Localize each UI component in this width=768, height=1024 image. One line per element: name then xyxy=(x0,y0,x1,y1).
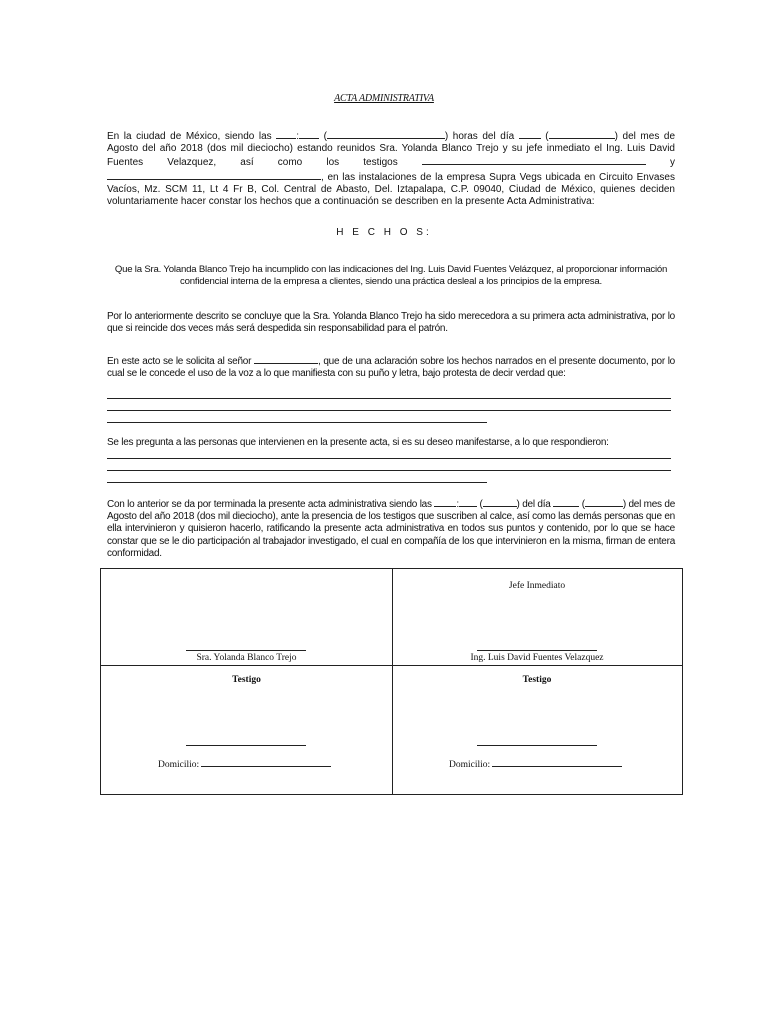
witness-left-address xyxy=(158,758,331,770)
request-text-2: , que de una aclaración sobre los hechos narrados en el presente documento, por lo cual se le concede el uso de la voz a lo que manifiesta con su puño y letra, bajo protesta de decir verdad que: xyxy=(107,356,675,380)
witness-left-signature-line[interactable] xyxy=(186,745,306,746)
response-line-1[interactable] xyxy=(107,458,671,459)
response-line-2[interactable] xyxy=(107,470,671,471)
response-line-3[interactable] xyxy=(107,482,487,483)
blank-close-hour[interactable] xyxy=(434,497,456,507)
employee-signature-line[interactable] xyxy=(186,650,306,651)
closing-paragraph: Con lo anterior se da por terminada la presente acta administrativa siendo las : ( ) del día ( ) del mes de Agosto del año 2018 (dos mil dieciocho), ante la presencia de los testigos que suscriben al calce, así como las demás personas que en ella intervinieron y quisieron hacerlo, ratificando la presente acta administrativa en todos sus puntos y contenido, por lo que se hace constar que se le dio participación al trabajador investigado, el cual en compañía de los que intervinieron en la misma, firman de entera conformidad. xyxy=(107,499,676,559)
blank-hour[interactable] xyxy=(276,129,296,139)
supervisor-name: Ing. Luis David Fuentes Velazquez xyxy=(470,653,604,663)
blank-close-day-words[interactable] xyxy=(585,497,623,507)
closing-text-3: del mes de Agosto del año 2018 (dos mil dieciocho), ante la presencia de los testigos que suscriben al calce, así como las demás personas que en ella intervinieron y quisieron hacerlo, ratificando la presente acta administrativa en todos sus puntos y contenido, por lo que se hace constar que se le dio participación al trabajador investigado, el cual en compañía de los que intervinieron en la misma, firman de entera conformidad. xyxy=(107,499,676,559)
intro-text-2: horas del día xyxy=(452,131,515,142)
blank-close-day[interactable] xyxy=(553,497,579,507)
witness-left-heading: Testigo xyxy=(232,675,261,685)
answer-line-3[interactable] xyxy=(107,422,487,423)
witness-right-address-label: Domicilio: xyxy=(449,760,491,770)
signature-table xyxy=(100,568,683,795)
blank-hour-words[interactable] xyxy=(327,129,445,139)
witness-right-signature-line[interactable] xyxy=(477,745,597,746)
supervisor-signature-line[interactable] xyxy=(477,650,597,651)
request-paragraph xyxy=(107,354,675,380)
closing-text-2: del día xyxy=(522,499,551,510)
request-text-1: En este acto se le solicita al señor xyxy=(107,356,252,367)
hechos-text: Que la Sra. Yolanda Blanco Trejo ha incumplido con las indicaciones del Ing. Luis David Fuentes Velázquez, al proporcionar información confidencial interna de la empresa a clientes, siendo una práctica desleal a los principios de la empresa. xyxy=(114,264,668,287)
intro-text-4: y xyxy=(670,157,676,169)
blank-day[interactable] xyxy=(519,129,541,139)
closing-text-1: Con lo anterior se da por terminada la presente acta administrativa siendo las xyxy=(107,499,432,510)
question-paragraph: Se les pregunta a las personas que intervienen en la presente acta, si es su deseo manifestarse, a lo que respondieron: xyxy=(107,437,609,448)
blank-witness-1[interactable] xyxy=(422,155,646,165)
blank-close-time-words[interactable] xyxy=(483,497,517,507)
answer-line-1[interactable] xyxy=(107,398,671,399)
intro-text-5: , en las instalaciones de la empresa Supra Vegs ubicada en Circuito Envases Vacíos, Mz. SCM 11, Lt 4 Fr B, Col. Central de Abasto, Del. Iztapalapa, C.P. 09040, Ciudad de México, quienes deciden voluntariamente hacer constar los hechos que a continuación se describen en la presente Acta Administrativa: xyxy=(107,171,675,208)
witness-left-address-label: Domicilio: xyxy=(158,760,200,770)
intro-text-1: En la ciudad de México, siendo las xyxy=(107,131,272,142)
cell-supervisor-signature xyxy=(392,569,682,665)
intro-paragraph: En la ciudad de México, siendo las : ( ) horas del día ( ) del mes de Agosto del año 2018 (dos mil dieciocho) estando reunidos Sra. Yolanda Blanco Trejo y su jefe inmediato el Ing. Luis David Fuentes Velazquez, así como los testigos y , en las instalaciones de la empresa Supra Vegs ubicada en Circuito Envases Vacíos, Mz. SCM 11, Lt 4 Fr B, Col. Central de Abasto, Del. Iztapalapa, C.P. 09040, Ciudad de México, quienes deciden voluntariamente hacer constar los hechos que a continuación se describen en la presente Acta Administrativa: xyxy=(107,131,676,208)
witness-right-address-field[interactable] xyxy=(492,758,622,767)
hechos-heading: H E C H O S: xyxy=(336,227,432,238)
cell-witness-right xyxy=(392,666,682,795)
cell-employee-signature xyxy=(101,569,392,665)
conclusion-paragraph: Por lo anteriormente descrito se concluye que la Sra. Yolanda Blanco Trejo ha sido merecedora a su primera acta administrativa, por lo que si reincide dos veces más será despedida sin responsabilidad para el patrón. xyxy=(107,311,675,335)
document-title: ACTA ADMINISTRATIVA xyxy=(334,93,434,104)
employee-name: Sra. Yolanda Blanco Trejo xyxy=(196,653,297,663)
intro-text-3: del mes de Agosto del año 2018 (dos mil dieciocho) estando reunidos Sra. Yolanda Blanco Trejo y su jefe inmediato el Ing. Luis David Fuentes Velazquez, así como los testigos xyxy=(107,131,676,169)
witness-right-heading: Testigo xyxy=(522,675,552,685)
cell-witness-left xyxy=(101,666,392,795)
blank-close-minute[interactable] xyxy=(459,497,477,507)
blank-witness-2[interactable] xyxy=(107,170,321,180)
blank-worker-name[interactable] xyxy=(254,354,318,364)
witness-left-address-field[interactable] xyxy=(201,758,331,767)
blank-minute[interactable] xyxy=(299,129,319,139)
witness-right-address xyxy=(449,758,622,770)
blank-day-words[interactable] xyxy=(549,129,615,139)
supervisor-heading: Jefe Inmediato xyxy=(508,581,566,591)
answer-line-2[interactable] xyxy=(107,410,671,411)
